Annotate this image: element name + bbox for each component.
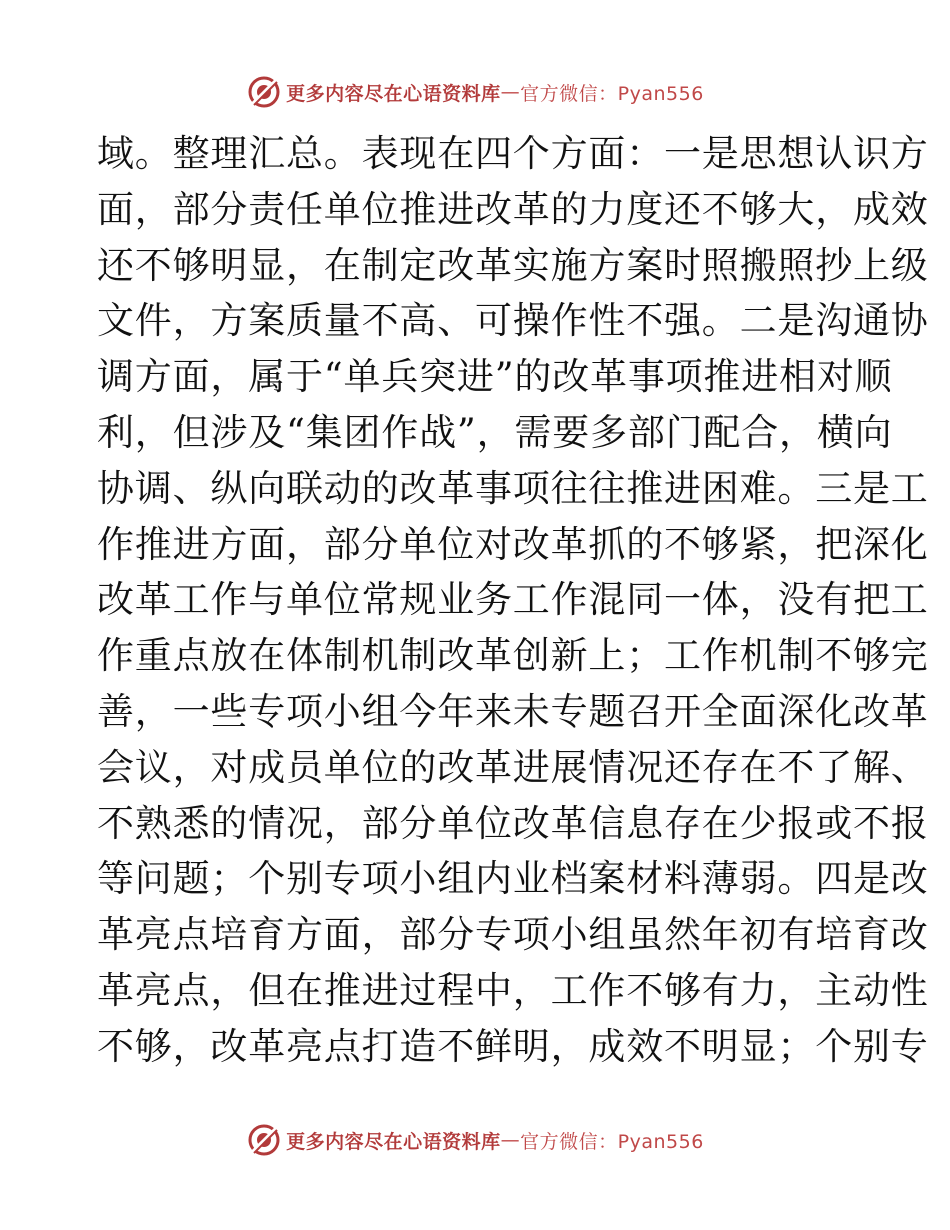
paragraph-line: 作重点放在体制机制改革创新上；工作机制不够完 <box>97 634 929 678</box>
logo-icon <box>246 74 282 110</box>
paragraph-line: 协调、纵向联动的改革事项往往推进困难。三是工 <box>97 466 929 510</box>
paragraph-line: 利，但涉及“集团作战”，需要多部门配合，横向 <box>97 410 893 454</box>
paragraph-line: 文件，方案质量不高、可操作性不强。二是沟通协 <box>97 299 929 343</box>
paragraph-line: 面，部分责任单位推进改革的力度还不够大，成效 <box>97 187 929 231</box>
paragraph-line: 还不够明显，在制定改革实施方案时照搬照抄上级 <box>97 243 929 287</box>
watermark-brand: 更多内容尽在心语资料库 <box>286 1130 501 1153</box>
paragraph-line: 革亮点培育方面，部分专项小组虽然年初有培育改 <box>97 913 929 957</box>
paragraph-line: 不够，改革亮点打造不鲜明，成效不明显；个别专 <box>97 1024 929 1068</box>
watermark-separator: — <box>500 1129 521 1151</box>
paragraph-line: 不熟悉的情况，部分单位改革信息存在少报或不报 <box>97 801 929 845</box>
paragraph-line: 会议，对成员单位的改革进展情况还存在不了解、 <box>97 745 929 789</box>
paragraph-line: 改革工作与单位常规业务工作混同一体，没有把工 <box>97 578 929 622</box>
watermark-brand: 更多内容尽在心语资料库 <box>286 82 501 105</box>
document-paragraph <box>97 126 929 1075</box>
footer-watermark <box>0 1120 950 1160</box>
paragraph-line: 等问题；个别专项小组内业档案材料薄弱。四是改 <box>97 857 929 901</box>
header-watermark <box>0 72 950 112</box>
logo-icon <box>246 1122 282 1158</box>
paragraph-line: 域。整理汇总。表现在四个方面：一是思想认识方 <box>97 132 929 175</box>
paragraph-line: 革亮点，但在推进过程中，工作不够有力，主动性 <box>97 968 929 1012</box>
paragraph-line: 善，一些专项小组今年来未专题召开全面深化改革 <box>97 689 929 733</box>
watermark-wechat: 官方微信：Pyan556 <box>520 82 704 105</box>
paragraph-line: 调方面，属于“单兵突进”的改革事项推进相对顺 <box>97 355 893 399</box>
paragraph-line: 作推进方面，部分单位对改革抓的不够紧，把深化 <box>97 522 929 566</box>
watermark-wechat: 官方微信：Pyan556 <box>520 1130 704 1153</box>
watermark-separator: — <box>500 81 521 103</box>
